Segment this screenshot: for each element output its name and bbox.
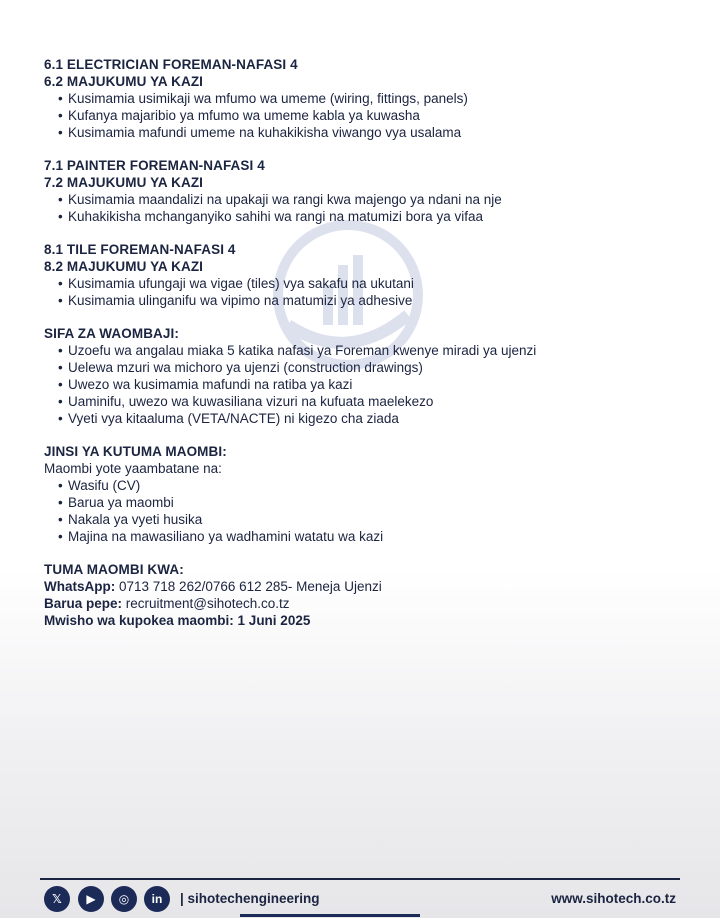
social-handle[interactable]: | sihotechengineering xyxy=(180,891,320,906)
email-value[interactable]: recruitment@sihotech.co.tz xyxy=(122,596,290,611)
deadline-value: 1 Juni 2025 xyxy=(233,613,311,628)
section-heading: 6.1 ELECTRICIAN FOREMAN-NAFASI 4 xyxy=(44,57,298,72)
footer-accent-bar xyxy=(240,914,420,917)
whatsapp-value[interactable]: 0713 718 262/0766 612 285- Meneja Ujenzi xyxy=(115,579,382,594)
deadline-line xyxy=(44,612,684,629)
section-contact xyxy=(44,561,684,629)
email-line xyxy=(44,595,684,612)
website-link[interactable]: www.sihotech.co.tz xyxy=(551,891,676,906)
list-item: • Barua ya maombi xyxy=(58,494,684,511)
list-item: • Kusimamia ulinganifu wa vipimo na matumizi ya adhesive xyxy=(58,292,684,309)
list-item: • Kusimamia ufungaji wa vigae (tiles) vya sakafu na ukutani xyxy=(58,275,684,292)
list-item: • Kusimamia mafundi umeme na kuhakikisha viwango vya usalama xyxy=(58,124,684,141)
section-heading: 7.1 PAINTER FOREMAN-NAFASI 4 xyxy=(44,158,265,173)
section-tile xyxy=(44,241,684,309)
whatsapp-label: WhatsApp: xyxy=(44,579,116,594)
section-subheading: 7.2 MAJUKUMU YA KAZI xyxy=(44,175,204,190)
footer xyxy=(40,878,680,918)
qualifications-list xyxy=(44,342,684,427)
list-item: • Uzoefu wa angalau miaka 5 katika nafasi ya Foreman kwenye miradi ya ujenzi xyxy=(58,342,684,359)
section-heading: JINSI YA KUTUMA MAOMBI: xyxy=(44,444,227,459)
section-subheading: 8.2 MAJUKUMU YA KAZI xyxy=(44,259,204,274)
section-subheading: 6.2 MAJUKUMU YA KAZI xyxy=(44,74,204,89)
email-label: Barua pepe: xyxy=(44,596,123,611)
list-item: • Kusimamia usimikaji wa mfumo wa umeme (wiring, fittings, panels) xyxy=(58,90,684,107)
apply-intro: Maombi yote yaambatane na: xyxy=(44,461,222,476)
linkedin-icon[interactable]: in xyxy=(144,886,170,912)
document-body xyxy=(44,56,684,645)
list-item: • Vyeti vya kitaaluma (VETA/NACTE) ni kigezo cha ziada xyxy=(58,410,684,427)
duties-list xyxy=(44,191,684,225)
list-item: • Uaminifu, uwezo wa kuwasiliana vizuri na kufuata maelekezo xyxy=(58,393,684,410)
section-heading: TUMA MAOMBI KWA: xyxy=(44,562,184,577)
section-heading: 8.1 TILE FOREMAN-NAFASI 4 xyxy=(44,242,236,257)
section-heading: SIFA ZA WAOMBAJI: xyxy=(44,326,179,341)
documents-list xyxy=(44,477,684,545)
whatsapp-line xyxy=(44,578,684,595)
deadline-label: Mwisho wa kupokea maombi: xyxy=(44,613,234,628)
section-how-to-apply xyxy=(44,443,684,545)
section-painter xyxy=(44,157,684,225)
section-qualifications xyxy=(44,325,684,427)
list-item: • Wasifu (CV) xyxy=(58,477,684,494)
x-icon[interactable]: 𝕏 xyxy=(44,886,70,912)
footer-divider xyxy=(40,878,680,880)
list-item: • Majina na mawasiliano ya wadhamini watatu wa kazi xyxy=(58,528,684,545)
duties-list xyxy=(44,275,684,309)
duties-list xyxy=(44,90,684,141)
list-item: • Uwezo wa kusimamia mafundi na ratiba ya kazi xyxy=(58,376,684,393)
instagram-icon[interactable]: ◎ xyxy=(111,886,137,912)
list-item: • Kusimamia maandalizi na upakaji wa rangi kwa majengo ya ndani na nje xyxy=(58,191,684,208)
youtube-icon[interactable]: ▶ xyxy=(78,886,104,912)
list-item: • Kufanya majaribio ya mfumo wa umeme kabla ya kuwasha xyxy=(58,107,684,124)
list-item: • Kuhakikisha mchanganyiko sahihi wa rangi na matumizi bora ya vifaa xyxy=(58,208,684,225)
list-item: • Nakala ya vyeti husika xyxy=(58,511,684,528)
list-item: • Uelewa mzuri wa michoro ya ujenzi (construction drawings) xyxy=(58,359,684,376)
section-electrician xyxy=(44,56,684,141)
